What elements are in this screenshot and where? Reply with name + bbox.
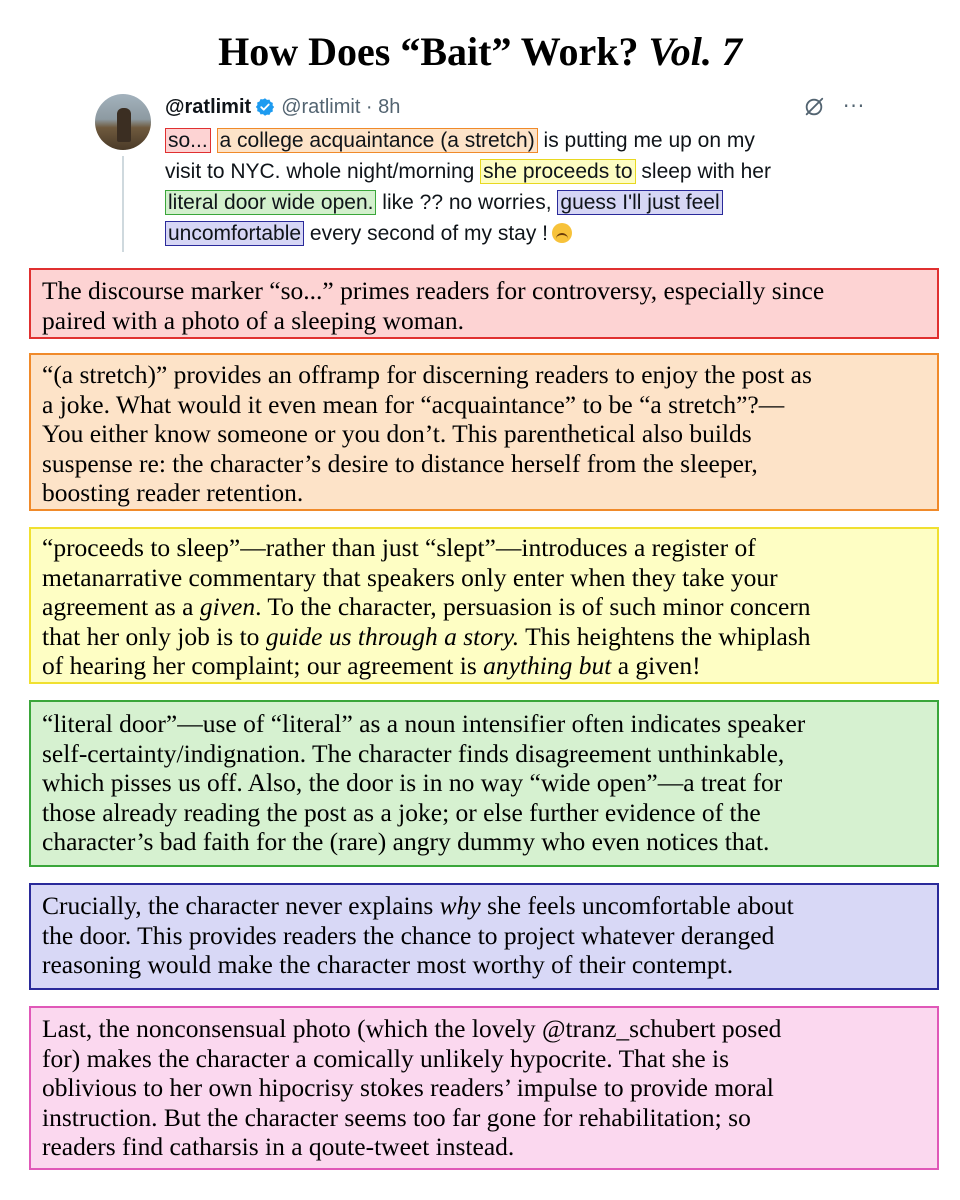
note-segment: This heightens the whiplash	[519, 621, 811, 651]
highlight-literal-door: literal door wide open.	[165, 190, 376, 215]
thread-line	[122, 156, 124, 252]
title-volume: Vol. 7	[648, 29, 742, 74]
verified-badge-icon	[255, 97, 275, 117]
more-options-icon[interactable]: ···	[843, 94, 866, 118]
author-handle-time[interactable]: @ratlimit · 8h	[281, 95, 401, 118]
tweet-text-segment: is putting me up on my	[537, 129, 755, 152]
highlight-uncomfortable-2: uncomfortable	[165, 221, 304, 246]
note-segment: agreement as a	[42, 592, 200, 621]
tweet-text	[165, 125, 885, 249]
tweet-card	[95, 92, 885, 257]
note-emphasis: guide us through a story.	[265, 621, 520, 651]
note-line: The discourse marker “so...” primes readers for controversy, especially since	[42, 276, 825, 305]
note-line: self-certainty/indignation. The character finds disagreement unthinkable,	[42, 738, 785, 768]
note-line: “literal door”—use of “literal” as a noun intensifier often indicates speaker	[42, 709, 806, 738]
note-line: which pisses us off. Also, the door is in no way “wide open”—a treat for	[42, 768, 783, 797]
note-line: suspense re: the character’s desire to distance herself from the sleeper,	[42, 448, 758, 478]
note-segment: that her only job is to	[42, 621, 266, 651]
note-line: “proceeds to sleep”—rather than just “slept”—introduces a register of	[42, 533, 756, 562]
note-emphasis: given	[199, 592, 256, 621]
note-line: the door. This provides readers the chance to project whatever deranged	[42, 920, 775, 950]
tweet-line	[165, 125, 885, 156]
note-line	[42, 891, 937, 921]
avatar[interactable]	[95, 94, 151, 150]
page-title	[0, 28, 960, 76]
note-photo	[29, 1006, 939, 1170]
note-line: “(a stretch)” provides an offramp for discerning readers to enjoy the post as	[42, 360, 812, 389]
note-line: boosting reader retention.	[42, 478, 304, 507]
note-line: instruction. But the character seems too far gone for rehabilitation; so	[42, 1102, 751, 1132]
note-line	[42, 592, 937, 622]
note-segment: of hearing her complaint; our agreement is	[42, 651, 484, 680]
tweet-line	[165, 187, 885, 218]
highlight-acquaintance: a college acquaintance (a stretch)	[217, 128, 538, 153]
tweet-text-segment: every second of my stay !	[304, 222, 549, 245]
note-literal-door	[29, 700, 939, 867]
upside-down-face-icon	[552, 223, 572, 243]
note-emphasis: why	[439, 891, 481, 920]
note-uncomfortable	[29, 883, 939, 990]
note-line	[42, 622, 937, 652]
tweet-header	[165, 94, 400, 120]
tweet-text-segment: like ?? no worries,	[376, 191, 558, 214]
note-line: oblivious to her own hipocrisy stokes readers’ impulse to provide moral	[42, 1073, 774, 1102]
note-a-stretch	[29, 353, 939, 511]
note-line: Last, the nonconsensual photo (which the lovely @tranz_schubert posed	[42, 1014, 782, 1043]
note-line: readers find catharsis in a qoute-tweet instead.	[42, 1132, 515, 1161]
note-line: paired with a photo of a sleeping woman.	[42, 305, 465, 335]
highlight-so: so...	[165, 128, 211, 153]
grok-icon[interactable]	[803, 96, 825, 118]
title-main: How Does “Bait” Work?	[218, 29, 639, 74]
note-line: a joke. What would it even mean for “acquaintance” to be “a stretch”?—	[42, 389, 785, 419]
highlight-proceeds: she proceeds to	[480, 159, 635, 184]
note-line: character’s bad faith for the (rare) angry dummy who even notices that.	[42, 827, 770, 856]
note-line: those already reading the post as a joke; or else further evidence of the	[42, 797, 761, 827]
tweet-text-segment: visit to NYC. whole night/morning	[165, 160, 481, 183]
author-name[interactable]: @ratlimit	[165, 95, 252, 118]
tweet-text-segment: sleep with her	[635, 160, 771, 183]
note-segment: . To the character, persuasion is of such minor concern	[255, 592, 811, 621]
note-segment: a given!	[611, 651, 701, 680]
note-line: You either know someone or you don’t. This parenthetical also builds	[42, 419, 752, 448]
note-line: reasoning would make the character most worthy of their contempt.	[42, 950, 734, 979]
note-proceeds-to-sleep	[29, 527, 939, 684]
note-segment: Crucially, the character never explains	[42, 891, 440, 920]
note-emphasis: anything but	[483, 651, 612, 680]
tweet-line	[165, 156, 885, 187]
note-line	[42, 651, 937, 681]
note-so	[29, 268, 939, 339]
note-line: metanarrative commentary that speakers only enter when they take your	[42, 562, 778, 592]
highlight-uncomfortable-1: guess I'll just feel	[557, 190, 722, 215]
tweet-line	[165, 218, 885, 249]
note-line: for) makes the character a comically unlikely hypocrite. That she is	[42, 1043, 730, 1073]
note-segment: she feels uncomfortable about	[480, 891, 794, 920]
